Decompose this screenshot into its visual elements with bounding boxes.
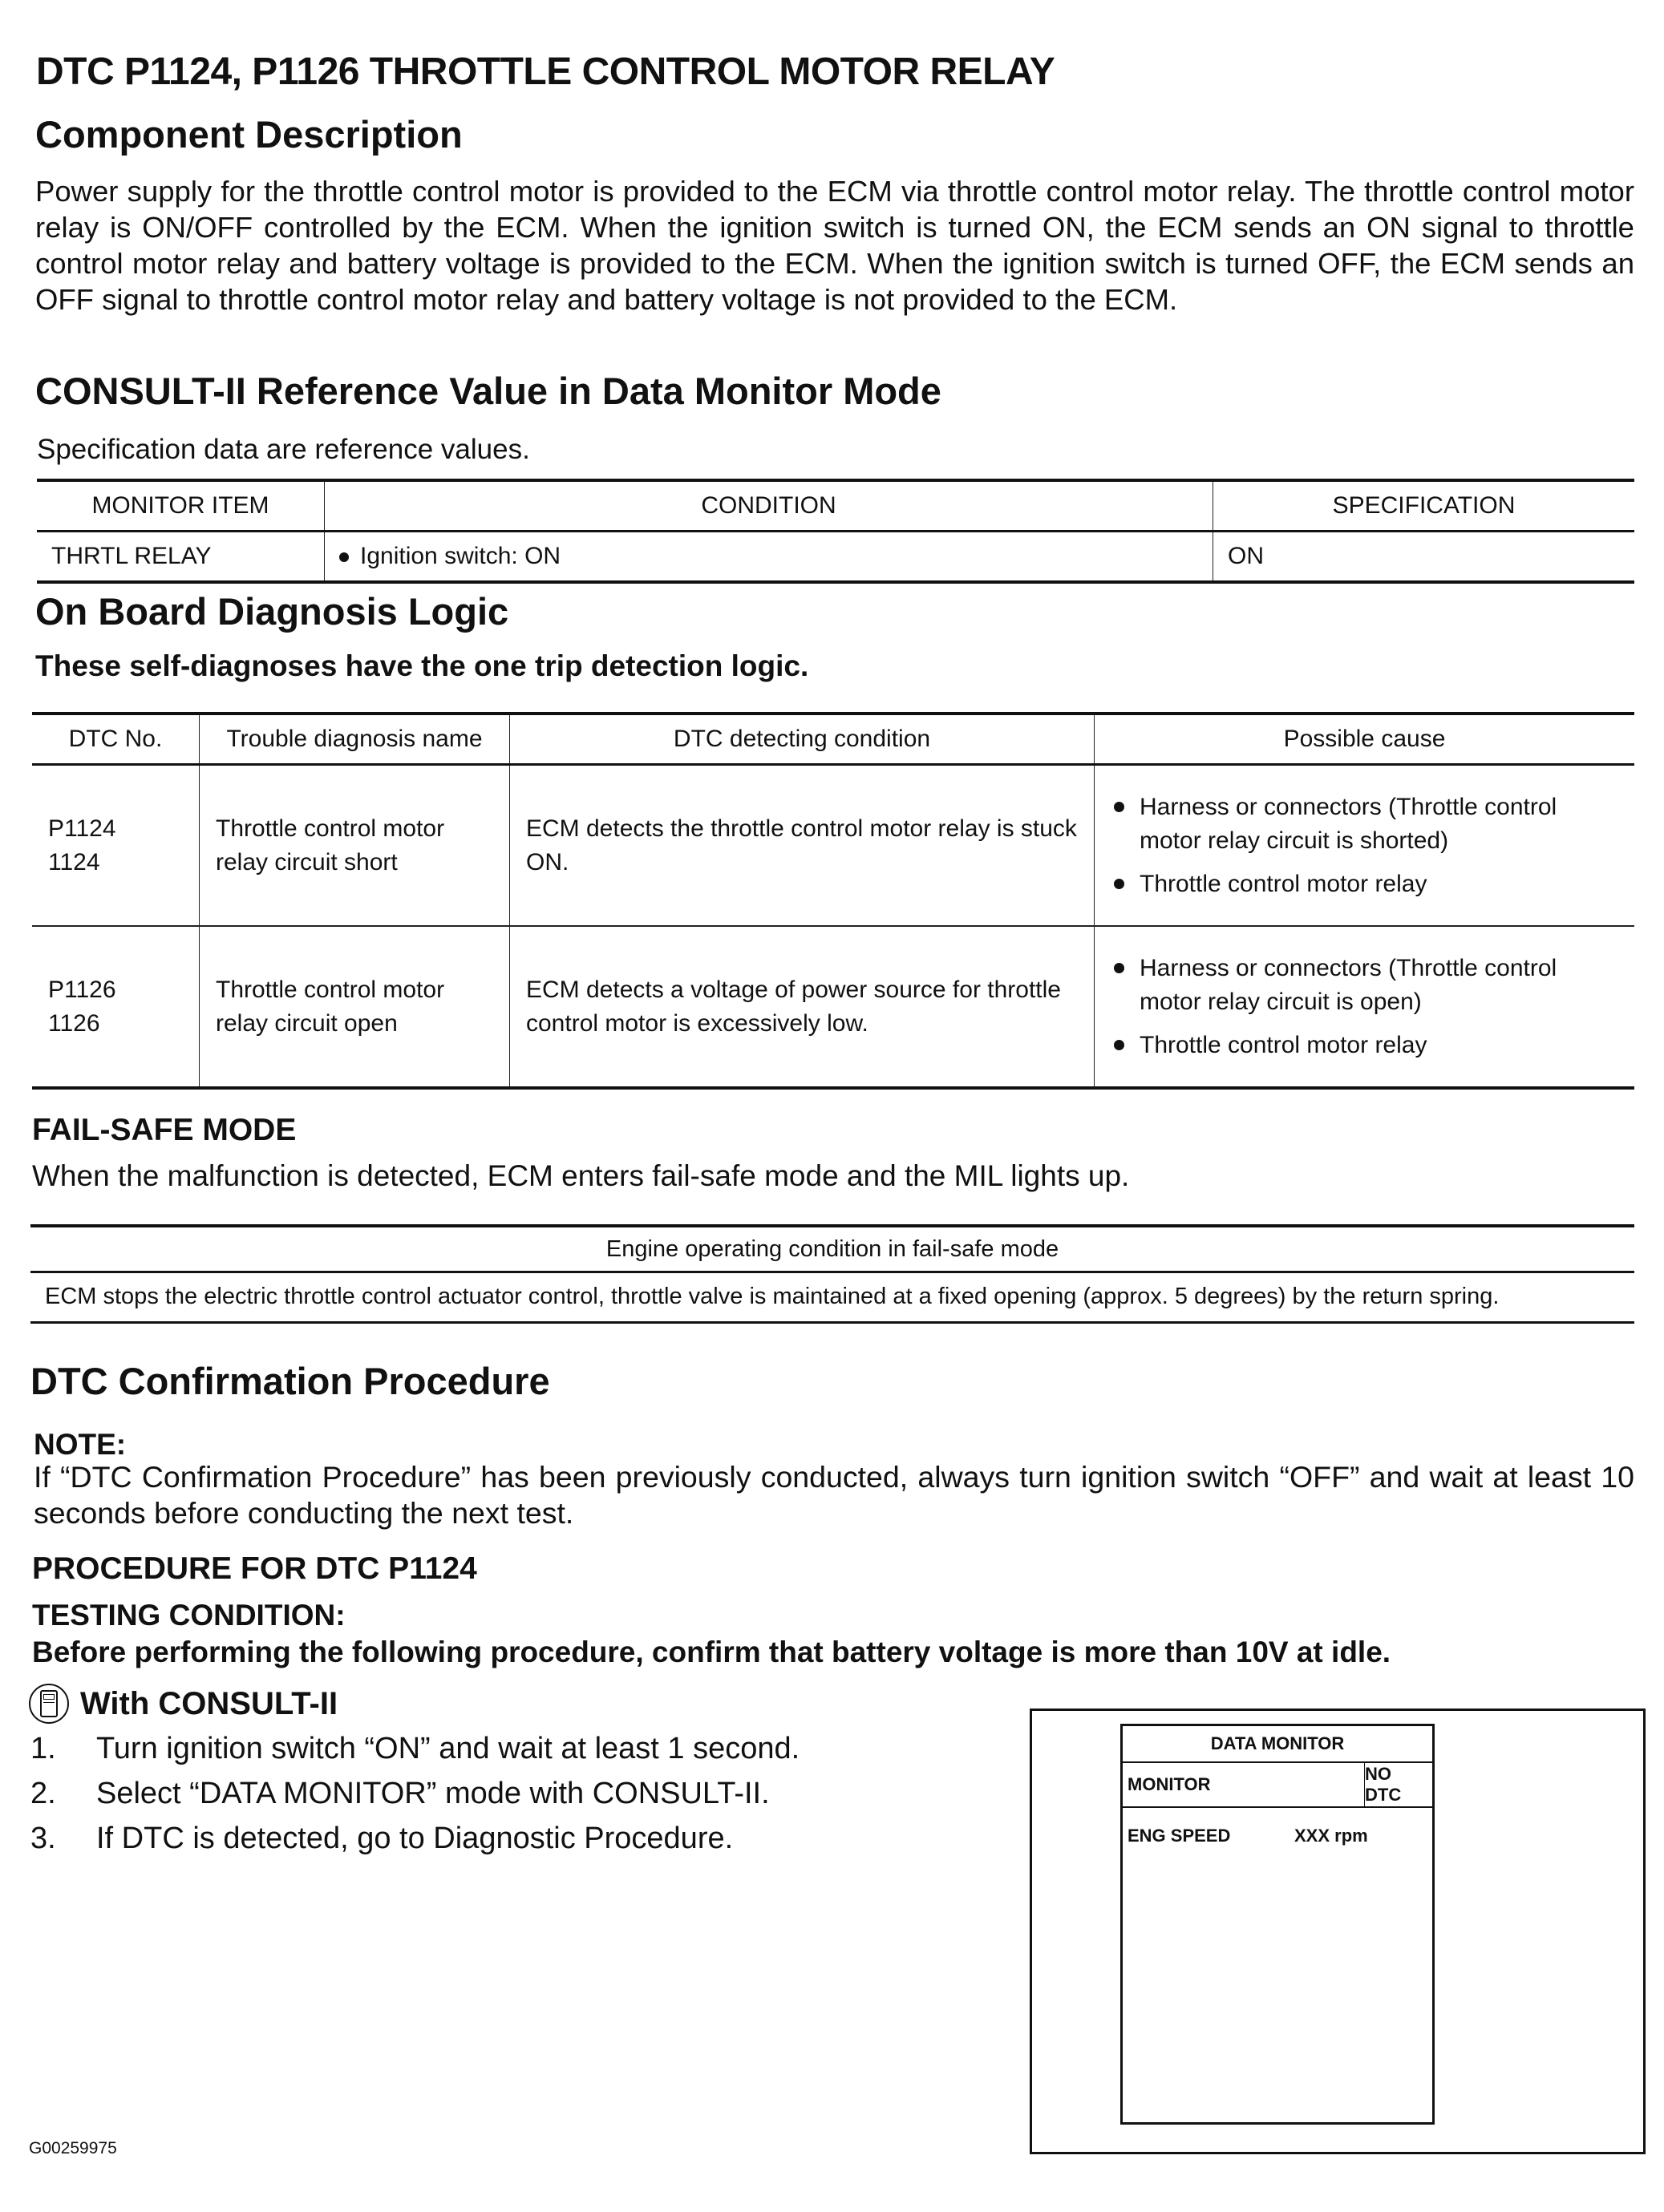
detecting-condition-cell: ECM detects the throttle control motor relay is stuck ON. [510, 765, 1095, 927]
screen-data-row [1123, 1808, 1432, 1846]
dtc-no-cell [32, 765, 200, 927]
screen-title: DATA MONITOR [1123, 1726, 1432, 1763]
consult-device-icon [29, 1684, 69, 1724]
procedure-heading: PROCEDURE FOR DTC P1124 [32, 1551, 477, 1586]
monitor-item-cell: THRTL RELAY [51, 543, 212, 569]
condition-cell [325, 532, 1213, 583]
table-header-row [37, 480, 1634, 532]
column-header: DTC detecting condition [510, 714, 1095, 765]
column-header: Engine operating condition in fail-safe mode [605, 1235, 1059, 1262]
table-header-row [32, 714, 1634, 765]
step-item [30, 1771, 800, 1816]
eng-speed-value: XXX rpm [1294, 1826, 1368, 1846]
possible-cause-cell [1095, 765, 1635, 927]
condition-text: Ignition switch: ON [360, 543, 561, 569]
on-board-logic-table [32, 712, 1634, 1090]
page-title: DTC P1124, P1126 THROTTLE CONTROL MOTOR RELAY [36, 51, 1055, 93]
dtc-confirmation-heading: DTC Confirmation Procedure [30, 1360, 550, 1402]
specification-cell: ON [1213, 532, 1635, 583]
on-board-logic-heading: On Board Diagnosis Logic [35, 590, 509, 633]
detecting-condition-cell: ECM detects a voltage of power source for throttle control motor is excessively low. [510, 926, 1095, 1088]
step-number: 2. [30, 1776, 56, 1810]
consult-reference-table [37, 479, 1634, 584]
fail-safe-text: When the malfunction is detected, ECM enters fail-safe mode and the MIL lights up. [32, 1159, 1130, 1192]
component-description-text: Power supply for the throttle control motor is provided to the ECM via throttle control motor relay. The throttle control motor relay is ON/OFF controlled by the ECM. When the ignition switch is turned ON, the ECM sends an ON signal to throttle control motor relay and battery voltage is provided to the ECM. When the ignition switch is turned OFF, the ECM sends an OFF signal to throttle control motor relay and battery voltage is not provided to the ECM. [35, 175, 1634, 316]
table-row [30, 1272, 1634, 1323]
table-header-row [30, 1226, 1634, 1272]
cause-item: Harness or connectors (Throttle control motor relay circuit is open) [1111, 952, 1610, 1019]
procedure-steps [30, 1726, 800, 1861]
consult-label: With CONSULT-II [80, 1685, 338, 1721]
cause-item: Throttle control motor relay [1111, 867, 1610, 901]
step-text: Select “DATA MONITOR” mode with CONSULT-II. [96, 1776, 770, 1810]
dtc-code: P1126 [48, 976, 116, 1003]
fail-safe-table [30, 1224, 1634, 1324]
column-header: Possible cause [1095, 714, 1635, 765]
testing-condition-label: TESTING CONDITION: [32, 1599, 346, 1632]
with-consult-heading [29, 1684, 338, 1724]
on-board-logic-subheading: These self-diagnoses have the one trip detection logic. [35, 649, 809, 682]
note-label: NOTE: [34, 1428, 127, 1461]
consult-reference-note: Specification data are reference values. [37, 434, 530, 465]
column-header: CONDITION [325, 480, 1213, 532]
component-description-heading: Component Description [35, 113, 463, 156]
column-header: SPECIFICATION [1213, 480, 1635, 532]
possible-cause-cell [1095, 926, 1635, 1088]
monitor-label: MONITOR [1123, 1763, 1365, 1806]
data-monitor-screen [1120, 1724, 1435, 2125]
table-row [37, 532, 1634, 583]
fail-safe-condition-cell: ECM stops the electric throttle control actuator control, throttle valve is maintained at a fixed opening (approx. 5 degrees) by the return spring. [45, 1284, 1500, 1309]
step-text: If DTC is detected, go to Diagnostic Procedure. [96, 1821, 734, 1855]
diagnosis-name-cell: Throttle control motor relay circuit short [200, 765, 510, 927]
step-item [30, 1726, 800, 1771]
fail-safe-heading: FAIL-SAFE MODE [32, 1113, 297, 1147]
column-header: DTC No. [68, 726, 163, 752]
step-text: Turn ignition switch “ON” and wait at least 1 second. [96, 1731, 800, 1765]
step-number: 3. [30, 1821, 56, 1855]
step-number: 1. [30, 1731, 56, 1765]
consult-reference-heading: CONSULT-II Reference Value in Data Monitor Mode [35, 370, 941, 412]
step-item [30, 1816, 800, 1861]
figure-code: G00259975 [29, 2139, 117, 2157]
dtc-code: P1124 [48, 815, 116, 842]
cause-item: Throttle control motor relay [1111, 1029, 1610, 1062]
screen-header-row [1123, 1763, 1432, 1808]
dtc-alt-code: 1124 [48, 848, 100, 875]
table-row [32, 926, 1634, 1088]
dtc-status: NO DTC [1365, 1764, 1402, 1805]
note-text: If “DTC Confirmation Procedure” has been previously conducted, always turn ignition switch “OFF” and wait at least 10 seconds before conducting the next test. [34, 1460, 1634, 1530]
column-header: Trouble diagnosis name [200, 714, 510, 765]
cause-item: Harness or connectors (Throttle control motor relay circuit is shorted) [1111, 791, 1610, 858]
table-row [32, 765, 1634, 927]
eng-speed-label: ENG SPEED [1128, 1826, 1231, 1846]
column-header: MONITOR ITEM [91, 492, 269, 519]
dtc-no-cell [32, 926, 200, 1088]
dtc-alt-code: 1126 [48, 1009, 100, 1037]
bullet-icon [339, 552, 349, 562]
testing-condition-text: Before performing the following procedure, confirm that battery voltage is more than 10V at idle. [32, 1636, 1391, 1668]
diagnosis-name-cell: Throttle control motor relay circuit open [200, 926, 510, 1088]
